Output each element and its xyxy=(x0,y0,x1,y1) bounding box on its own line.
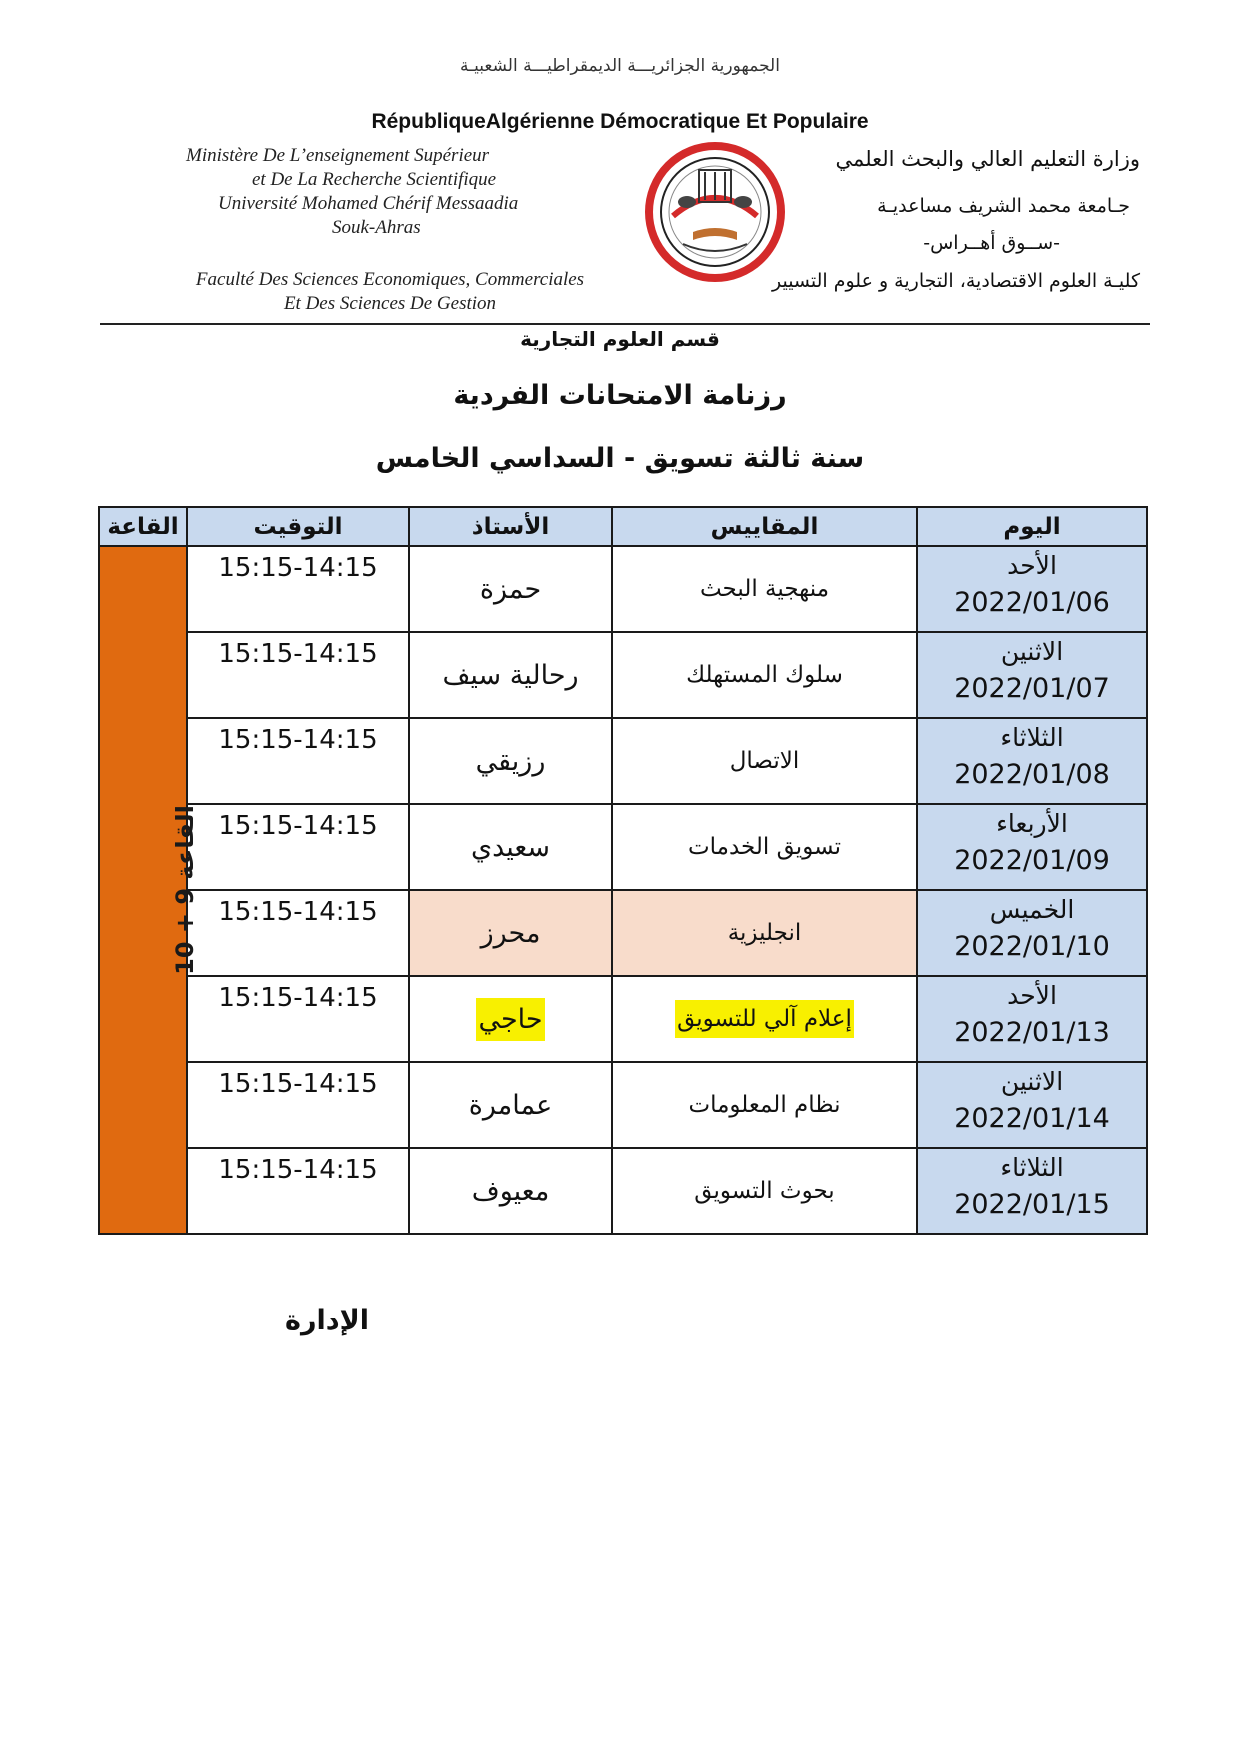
faculty-fr-line2: Et Des Sciences De Gestion xyxy=(283,293,497,314)
day-name: الثلاثاء xyxy=(1000,723,1064,752)
subject-cell: الاتصال xyxy=(612,718,917,804)
table-row xyxy=(99,976,1147,1062)
day-cell xyxy=(917,718,1147,804)
day-date: 2022/01/08 xyxy=(954,759,1110,790)
header-day: اليوم xyxy=(917,507,1147,546)
professor-cell: سعيدي xyxy=(409,804,612,890)
page-title: رزنامة الامتحانات الفردية xyxy=(453,380,787,411)
header-hall: القاعة xyxy=(99,507,187,546)
professor-cell: حمزة xyxy=(409,546,612,632)
administration-signature: الإدارة xyxy=(285,1305,369,1336)
time-cell: 15:15-14:15 xyxy=(187,976,409,1062)
table-row xyxy=(99,632,1147,718)
day-name: الأحد xyxy=(1007,551,1057,580)
time-cell: 15:15-14:15 xyxy=(187,890,409,976)
french-header-block xyxy=(186,144,546,240)
page-subtitle: سنة ثالثة تسويق - السداسي الخامس xyxy=(375,443,865,474)
header-professor: الأستاذ xyxy=(409,507,612,546)
university-logo xyxy=(643,140,787,284)
day-date: 2022/01/13 xyxy=(954,1017,1110,1048)
professor-cell: محرز xyxy=(409,890,612,976)
day-date: 2022/01/09 xyxy=(954,845,1110,876)
day-cell xyxy=(917,632,1147,718)
day-cell xyxy=(917,976,1147,1062)
professor-cell: رحالية سيف xyxy=(409,632,612,718)
time-cell: 15:15-14:15 xyxy=(187,718,409,804)
day-name: الاثنين xyxy=(1000,1067,1064,1096)
day-date: 2022/01/06 xyxy=(954,587,1110,618)
day-cell xyxy=(917,546,1147,632)
hall-cell xyxy=(99,546,199,1234)
faculty-fr-block xyxy=(160,268,620,316)
header-subject: المقاييس xyxy=(612,507,917,546)
professor-cell: عمامرة xyxy=(409,1062,612,1148)
subject-highlight: إعلام آلي للتسويق xyxy=(675,1000,854,1038)
header-divider xyxy=(100,323,1150,325)
faculty-ar: كليـة العلوم الاقتصادية، التجارية و علوم التسيير xyxy=(771,270,1140,292)
city-fr: Souk-Ahras xyxy=(332,217,421,238)
day-name: الثلاثاء xyxy=(1000,1153,1064,1182)
day-name: الأحد xyxy=(1007,981,1057,1010)
ministry-fr-line2: et De La Recherche Scientifique xyxy=(252,169,497,190)
professor-cell xyxy=(409,976,612,1062)
city-ar: -ســوق أهــراس- xyxy=(923,232,1060,254)
day-cell xyxy=(917,1062,1147,1148)
subject-cell xyxy=(612,976,917,1062)
day-cell xyxy=(917,890,1147,976)
subject-cell: انجليزية xyxy=(612,890,917,976)
faculty-fr-line1: Faculté Des Sciences Economiques, Commerciales xyxy=(195,269,585,290)
subject-cell: منهجية البحث xyxy=(612,546,917,632)
table-header-row xyxy=(99,507,1147,546)
table-row xyxy=(99,546,1147,632)
university-ar: جـامعة محمد الشريف مساعديـة xyxy=(877,195,1130,217)
subject-cell: تسويق الخدمات xyxy=(612,804,917,890)
professor-cell: معيوف xyxy=(409,1148,612,1234)
subject-cell: نظام المعلومات xyxy=(612,1062,917,1148)
time-cell: 15:15-14:15 xyxy=(187,1062,409,1148)
exam-schedule-table xyxy=(98,506,1148,1235)
professor-cell: رزيقي xyxy=(409,718,612,804)
time-cell: 15:15-14:15 xyxy=(187,1148,409,1234)
table-row xyxy=(99,804,1147,890)
day-name: الخميس xyxy=(989,895,1075,924)
header-time: التوقيت xyxy=(187,507,409,546)
republic-arabic: الجمهورية الجزائريـــة الديمقراطيـــة الشعبيـة xyxy=(460,56,780,76)
day-date: 2022/01/07 xyxy=(954,673,1110,704)
table-row xyxy=(99,1148,1147,1234)
professor-highlight: حاجي xyxy=(476,998,544,1041)
table-row xyxy=(99,718,1147,804)
time-cell: 15:15-14:15 xyxy=(187,546,409,632)
subject-cell: بحوث التسويق xyxy=(612,1148,917,1234)
time-cell: 15:15-14:15 xyxy=(187,632,409,718)
time-cell: 15:15-14:15 xyxy=(187,804,409,890)
day-date: 2022/01/15 xyxy=(954,1189,1110,1220)
day-date: 2022/01/14 xyxy=(954,1103,1110,1134)
ministry-fr-line1: Ministère De L’enseignement Supérieur xyxy=(186,145,490,166)
day-date: 2022/01/10 xyxy=(954,931,1110,962)
day-name: الاثنين xyxy=(1000,637,1064,666)
hall-value: القاعة 9 + 10 xyxy=(170,805,199,975)
department-title: قسم العلوم التجارية xyxy=(520,327,720,351)
day-cell xyxy=(917,1148,1147,1234)
table-row xyxy=(99,1062,1147,1148)
republic-french: RépubliqueAlgérienne Démocratique Et Populaire xyxy=(371,110,869,133)
ministry-ar: وزارة التعليم العالي والبحث العلمي xyxy=(835,147,1140,171)
subject-cell: سلوك المستهلك xyxy=(612,632,917,718)
day-name: الأربعاء xyxy=(996,809,1068,838)
day-cell xyxy=(917,804,1147,890)
university-seal-icon xyxy=(643,140,787,284)
table-row xyxy=(99,890,1147,976)
university-fr: Université Mohamed Chérif Messaadia xyxy=(218,193,519,214)
